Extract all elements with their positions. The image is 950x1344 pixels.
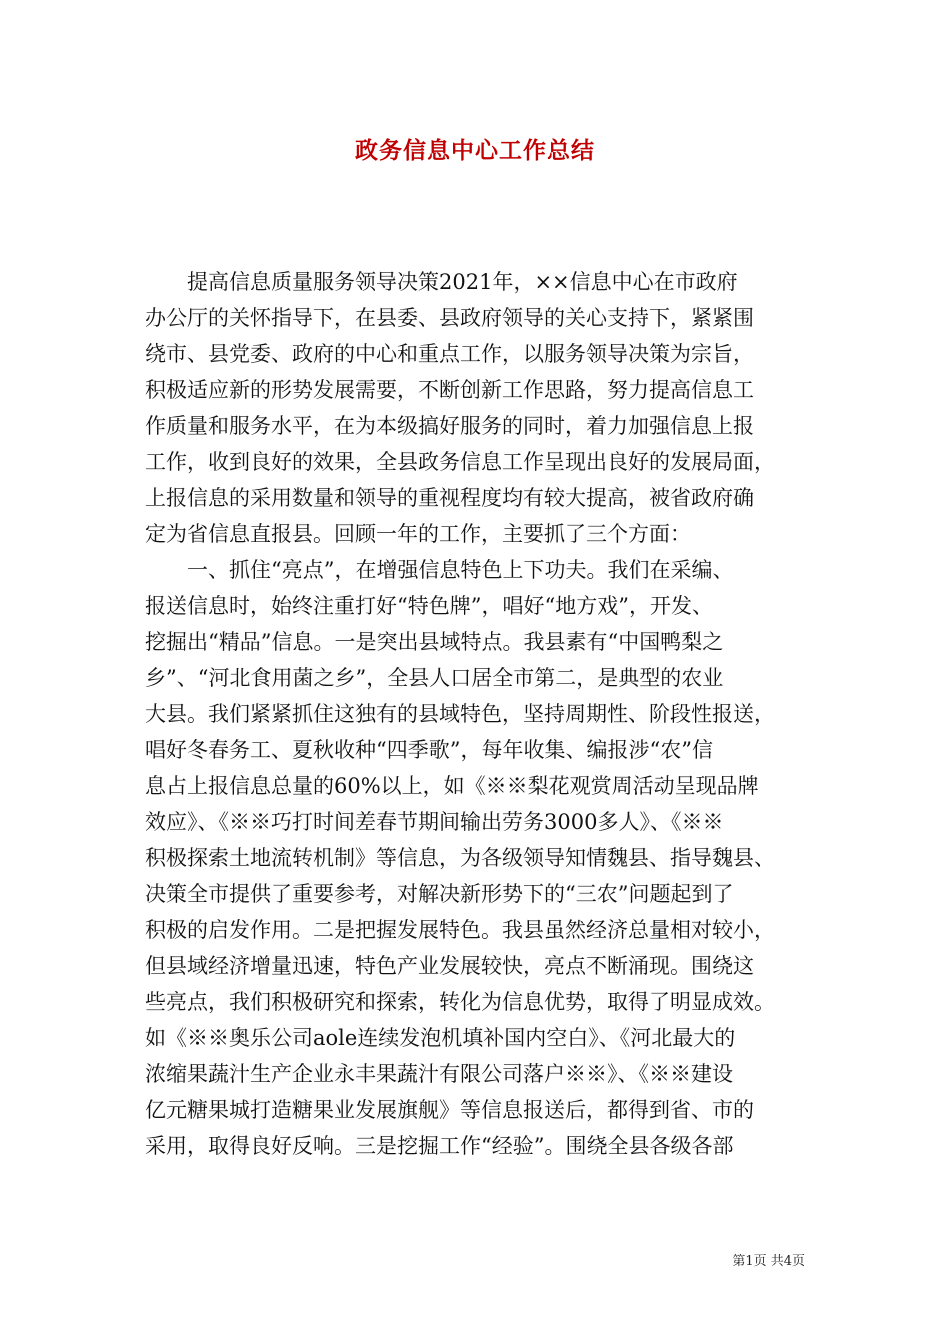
- body-line: 些亮点，我们积极研究和探索，转化为信息优势，取得了明显成效。: [145, 990, 775, 1014]
- body-line: 办公厅的关怀指导下，在县委、县政府领导的关心支持下，紧紧围: [145, 306, 754, 330]
- body-line: 采用，取得良好反响。三是挖掘工作“经验”。围绕全县各级各部: [145, 1134, 734, 1158]
- body-line: 绕市、县党委、政府的中心和重点工作，以服务领导决策为宗旨，: [145, 342, 754, 366]
- document-title: 政务信息中心工作总结: [355, 137, 595, 164]
- body-line: 定为省信息直报县。回顾一年的工作，主要抓了三个方面：: [145, 522, 691, 546]
- body-line: 报送信息时，始终注重打好“特色牌”，唱好“地方戏”，开发、: [145, 594, 713, 618]
- body-line: 作质量和服务水平，在为本级搞好服务的同时，着力加强信息上报: [145, 414, 754, 438]
- body-line: 工作，收到良好的效果，全县政务信息工作呈现出良好的发展局面，: [145, 450, 775, 474]
- body-line: 积极的启发作用。二是把握发展特色。我县虽然经济总量相对较小，: [145, 918, 775, 942]
- body-line: 决策全市提供了重要参考，对解决新形势下的“三农”问题起到了: [145, 882, 734, 906]
- body-line: 大县。我们紧紧抓住这独有的县域特色，坚持周期性、阶段性报送，: [145, 702, 775, 726]
- body-line: 积极探索土地流转机制》等信息，为各级领导知情魏县、指导魏县、: [145, 846, 775, 870]
- body-line: 提高信息质量服务领导决策2021年，××信息中心在市政府: [145, 270, 738, 294]
- body-line: 如《※※奥乐公司aole连续发泡机填补国内空白》、《河北最大的: [145, 1026, 736, 1050]
- document-body: [145, 264, 805, 1164]
- page-number: 第1页 共4页: [732, 1254, 805, 1269]
- body-line: 挖掘出“精品”信息。一是突出县域特点。我县素有“中国鸭梨之: [145, 630, 724, 654]
- body-line: 积极适应新的形势发展需要，不断创新工作思路，努力提高信息工: [145, 378, 754, 402]
- body-line: 息占上报信息总量的60%以上，如《※※梨花观赏周活动呈现品牌: [145, 774, 759, 798]
- body-line: 但县域经济增量迅速，特色产业发展较快，亮点不断涌现。围绕这: [145, 954, 754, 978]
- body-line: 唱好冬春务工、夏秋收种“四季歌”，每年收集、编报涉“农”信: [145, 738, 713, 762]
- body-line: 乡”、“河北食用菌之乡”，全县人口居全市第二，是典型的农业: [145, 666, 724, 690]
- body-line: 亿元糖果城打造糖果业发展旗舰》等信息报送后，都得到省、市的: [145, 1098, 754, 1122]
- body-line: 效应》、《※※巧打时间差春节期间输出劳务3000多人》、《※※: [145, 810, 724, 834]
- body-line: 浓缩果蔬汁生产企业永丰果蔬汁有限公司落户※※》、《※※建设: [145, 1062, 733, 1086]
- body-line: 一、抓住“亮点”，在增强信息特色上下功夫。我们在采编、: [145, 558, 734, 582]
- body-line: 上报信息的采用数量和领导的重视程度均有较大提高，被省政府确: [145, 486, 754, 510]
